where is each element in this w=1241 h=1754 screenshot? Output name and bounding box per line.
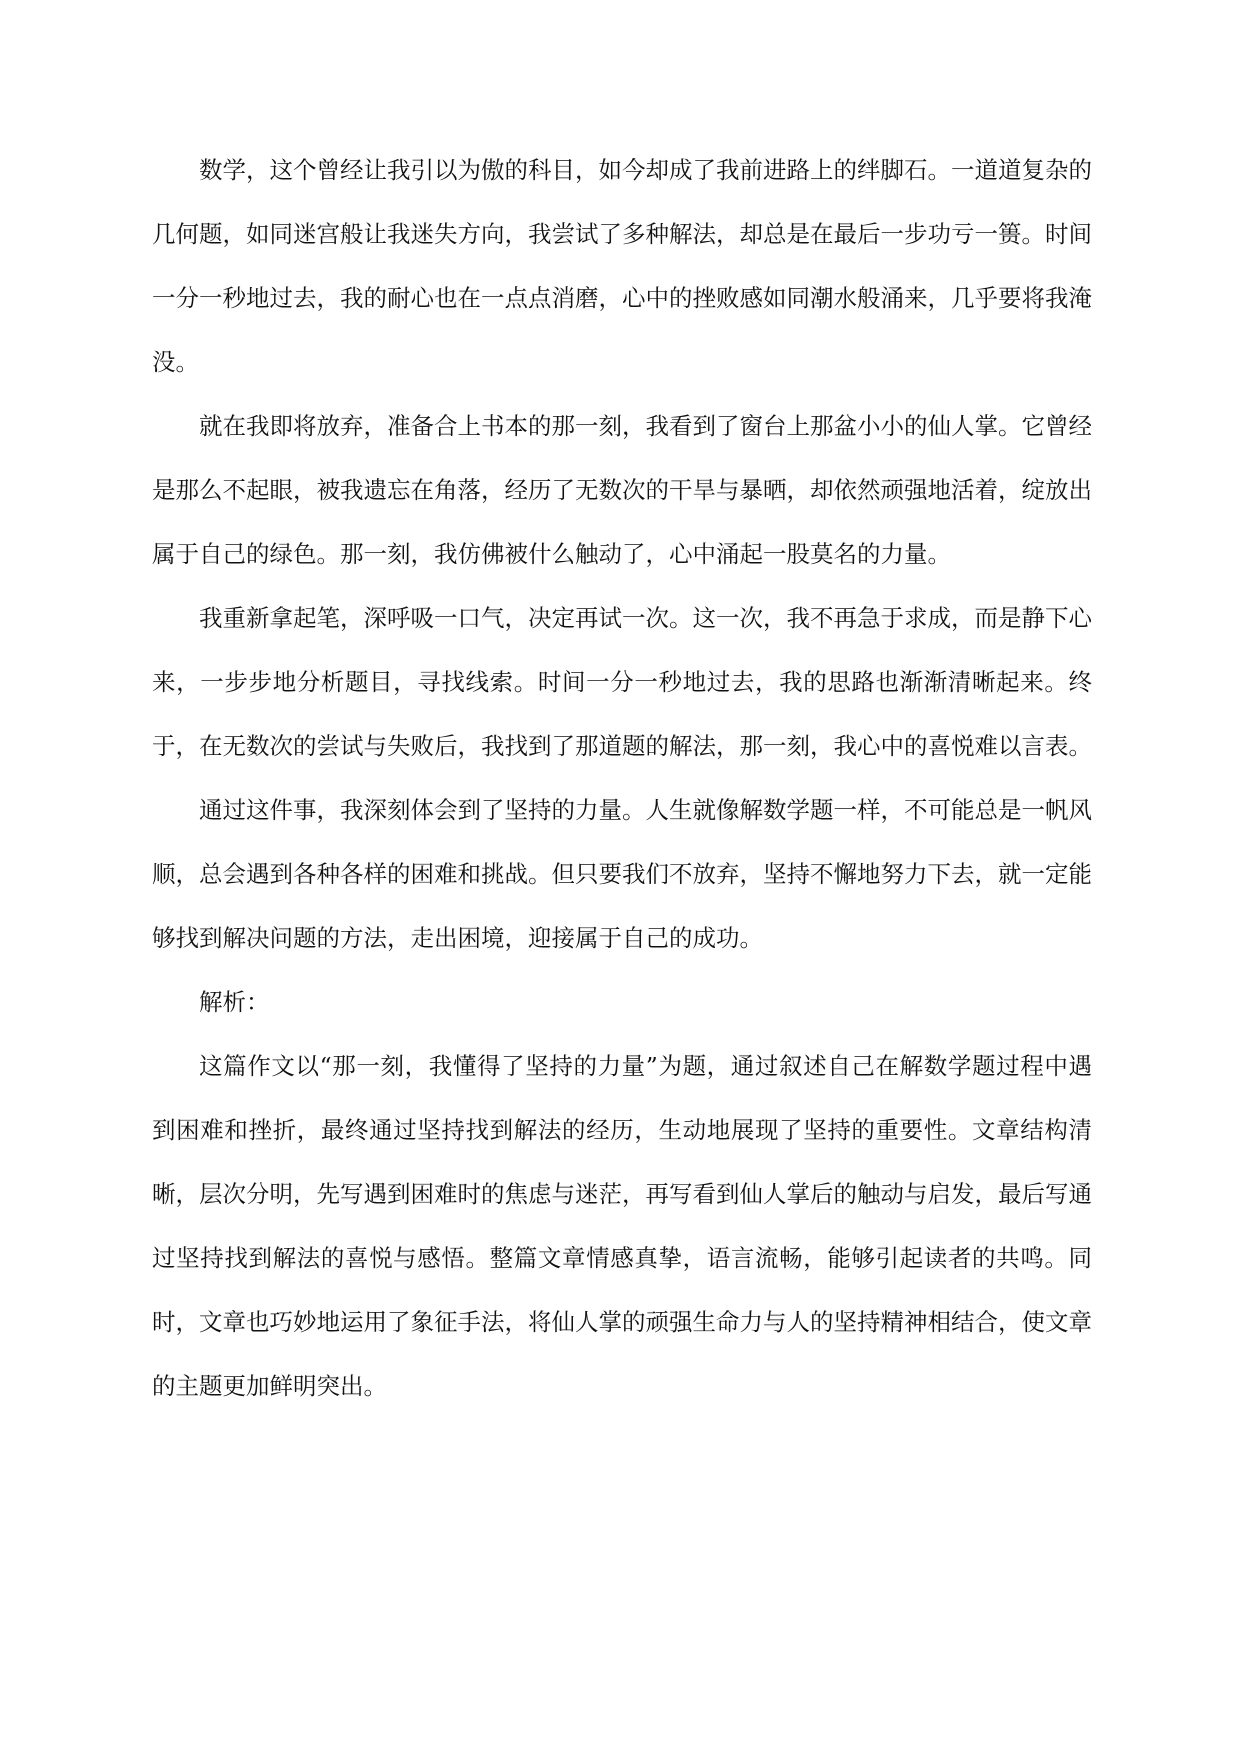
- paragraph-1: 数学，这个曾经让我引以为傲的科目，如今却成了我前进路上的绊脚石。一道道复杂的几何题，如同迷宫般让我迷失方向，我尝试了多种解法，却总是在最后一步功亏一篑。时间一分一秒地过去，我的耐心也在一点点消磨，心中的挫败感如同潮水般涌来，几乎要将我淹没。: [152, 156, 1092, 376]
- paragraph-4: 通过这件事，我深刻体会到了坚持的力量。人生就像解数学题一样，不可能总是一帆风顺，总会遇到各种各样的困难和挑战。但只要我们不放弃，坚持不懈地努力下去，就一定能够找到解决问题的方法，走出困境，迎接属于自己的成功。: [152, 796, 1092, 952]
- analysis-paragraph: 这篇作文以“那一刻，我懂得了坚持的力量”为题，通过叙述自己在解数学题过程中遇到困难和挫折，最终通过坚持找到解法的经历，生动地展现了坚持的重要性。文章结构清晰，层次分明，先写遇到困难时的焦虑与迷茫，再写看到仙人掌后的触动与启发，最后写通过坚持找到解法的喜悦与感悟。整篇文章情感真挚，语言流畅，能够引起读者的共鸣。同时，文章也巧妙地运用了象征手法，将仙人掌的顽强生命力与人的坚持精神相结合，使文章的主题更加鲜明突出。: [152, 1052, 1092, 1400]
- document-body: [152, 138, 1092, 1418]
- paragraph-2: 就在我即将放弃，准备合上书本的那一刻，我看到了窗台上那盆小小的仙人掌。它曾经是那么不起眼，被我遗忘在角落，经历了无数次的干旱与暴晒，却依然顽强地活着，绽放出属于自己的绿色。那一刻，我仿佛被什么触动了，心中涌起一股莫名的力量。: [152, 412, 1092, 568]
- analysis-heading: 解析：: [199, 988, 270, 1016]
- paragraph-3: 我重新拿起笔，深呼吸一口气，决定再试一次。这一次，我不再急于求成，而是静下心来，一步步地分析题目，寻找线索。时间一分一秒地过去，我的思路也渐渐清晰起来。终于，在无数次的尝试与失败后，我找到了那道题的解法，那一刻，我心中的喜悦难以言表。: [152, 604, 1092, 760]
